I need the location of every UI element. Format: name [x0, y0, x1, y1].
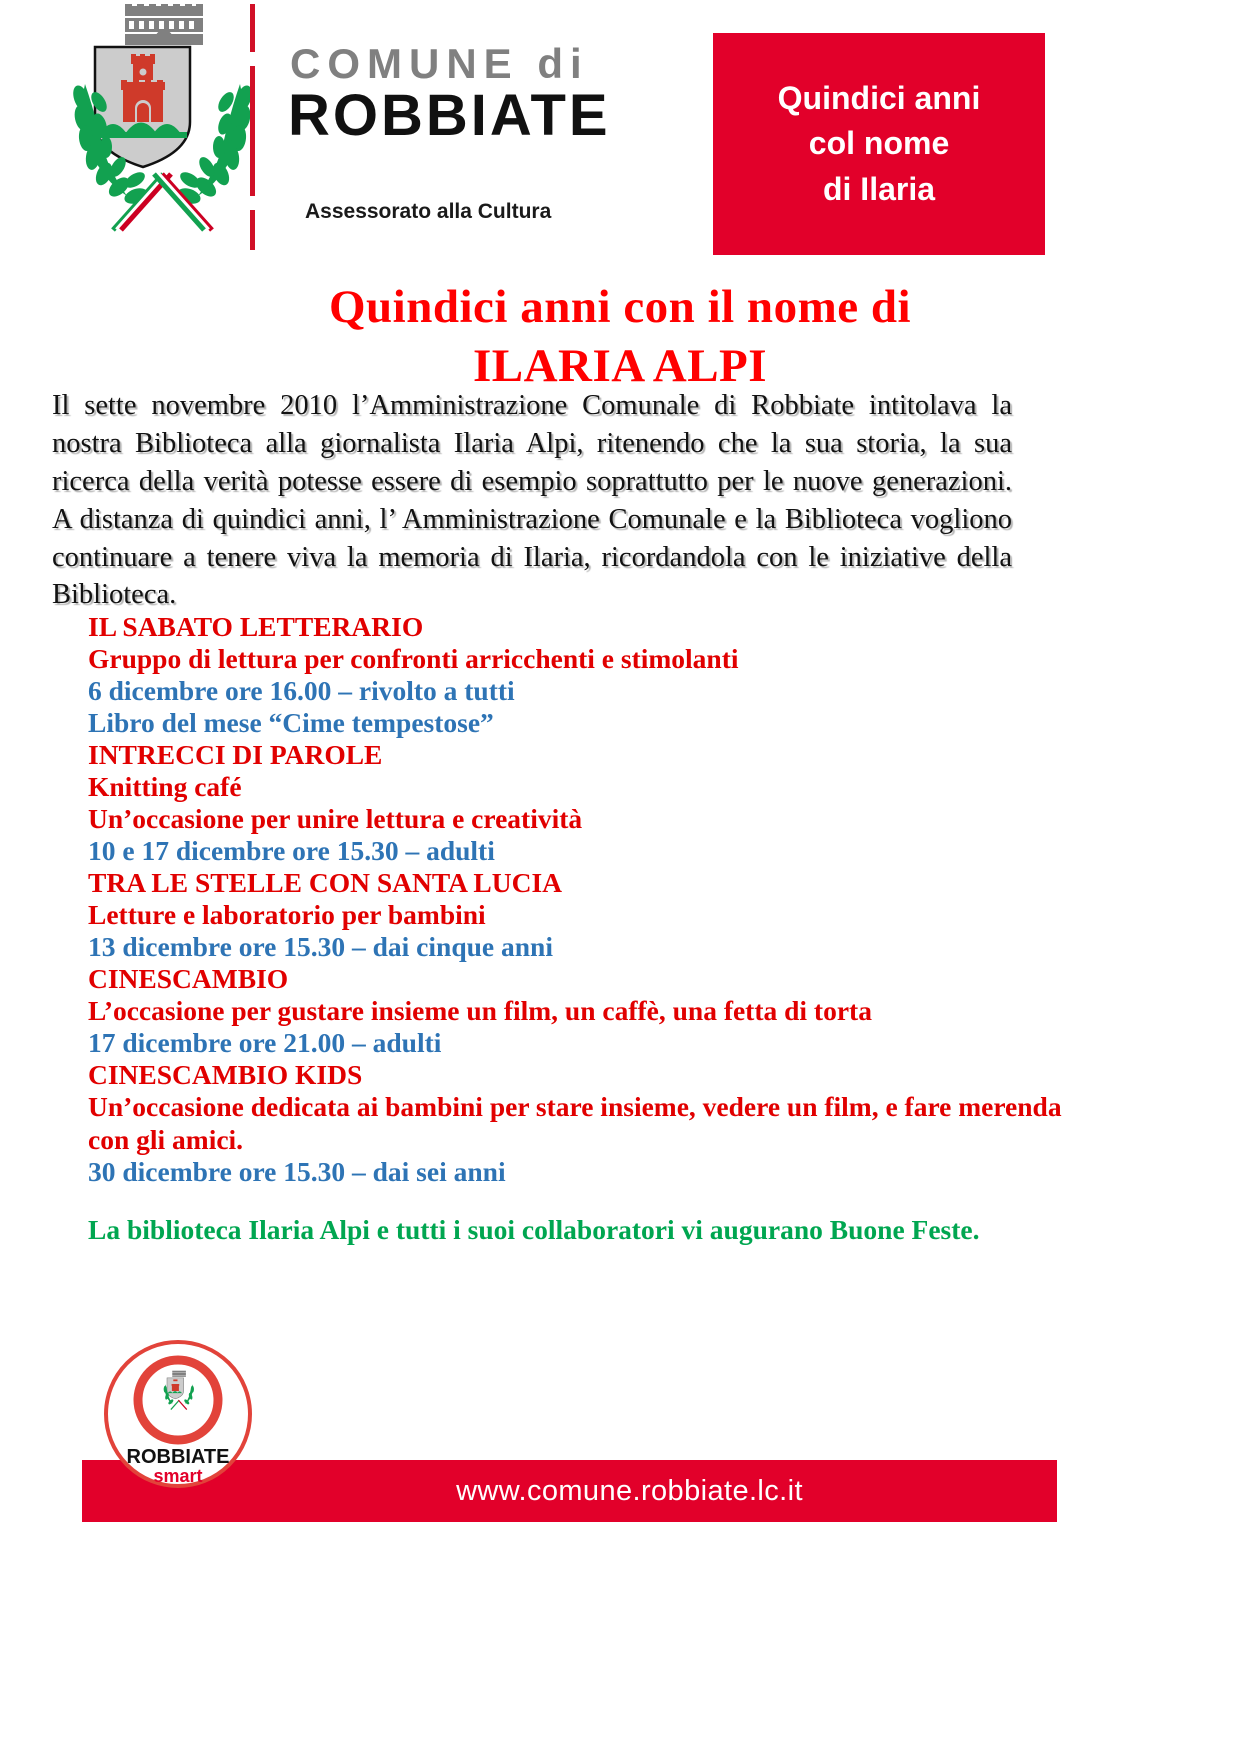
event-date: 17 dicembre ore 21.00 – adulti — [88, 1027, 442, 1059]
coat-of-arms-icon — [55, 2, 270, 247]
page-header — [0, 0, 1240, 270]
closing-message: La biblioteca Ilaria Alpi e tutti i suoi collaboratori vi augurano Buone Feste. — [88, 1214, 980, 1245]
event-heading: INTRECCI DI PAROLE — [88, 739, 383, 771]
event-date: 30 dicembre ore 15.30 – dai sei anni — [88, 1155, 506, 1187]
event-date: 6 dicembre ore 16.00 – rivolto a tutti — [88, 675, 515, 707]
logo-name-top: ROBBIATE — [126, 1446, 230, 1468]
event-heading: TRA LE STELLE CON SANTA LUCIA — [88, 867, 562, 899]
event-description: Un’occasione per unire lettura e creatività — [88, 803, 583, 835]
event-description: Un’occasione dedicata ai bambini per stare insieme, vedere un film, e fare merenda con gli amici. — [88, 1091, 1062, 1155]
header-divider — [250, 4, 256, 240]
event-description: L’occasione per gustare insieme un film, un caffè, una fetta di torta — [88, 995, 872, 1027]
event-description: Letture e laboratorio per bambini — [88, 899, 486, 931]
events-list — [88, 611, 1088, 1188]
event-date: 10 e 17 dicembre ore 15.30 – adulti — [88, 835, 495, 867]
event-heading: IL SABATO LETTERARIO — [88, 611, 424, 642]
event-description: Gruppo di lettura per confronti arricchenti e stimolanti — [88, 643, 739, 675]
event-detail: Libro del mese “Cime tempestose” — [88, 707, 494, 739]
event-date: 13 dicembre ore 15.30 – dai cinque anni — [88, 931, 553, 963]
town-name: ROBBIATE — [288, 83, 611, 148]
event-subtitle: Knitting café — [88, 771, 242, 803]
badge-line-3: di Ilaria — [822, 170, 936, 207]
logo-name-bottom: smart — [153, 1466, 203, 1486]
page-title — [0, 278, 1240, 396]
badge-line-2: col nome — [808, 125, 950, 162]
anniversary-badge — [713, 33, 1045, 255]
badge-line-1: Quindici anni — [777, 79, 981, 116]
department-label: Assessorato alla Cultura — [305, 200, 552, 223]
event-heading: CINESCAMBIO KIDS — [88, 1059, 363, 1091]
intro-paragraph: Il sette novembre 2010 l’Amministrazione Comunale di Robbiate intitolava la nostra Biblioteca alla giornalista Ilaria Alpi, ritenendo che la sua storia, la sua ricerca della verità potesse essere di esempio soprattutto per le nuove generazioni. A distanza di quindici anni, l’ Amministrazione Comunale e la Biblioteca vogliono continuare a tenere viva la memoria di Ilaria, ricordandola con le iniziative della Biblioteca. — [52, 390, 1012, 611]
title-line-2: ILARIA ALPI — [472, 340, 768, 393]
comune-label: COMUNE di — [290, 40, 589, 87]
event-heading: CINESCAMBIO — [88, 963, 289, 995]
robbiate-smart-logo — [104, 1340, 252, 1488]
title-line-1: Quindici anni con il nome di — [328, 281, 912, 333]
website-url[interactable]: www.comune.robbiate.lc.it — [456, 1474, 803, 1507]
